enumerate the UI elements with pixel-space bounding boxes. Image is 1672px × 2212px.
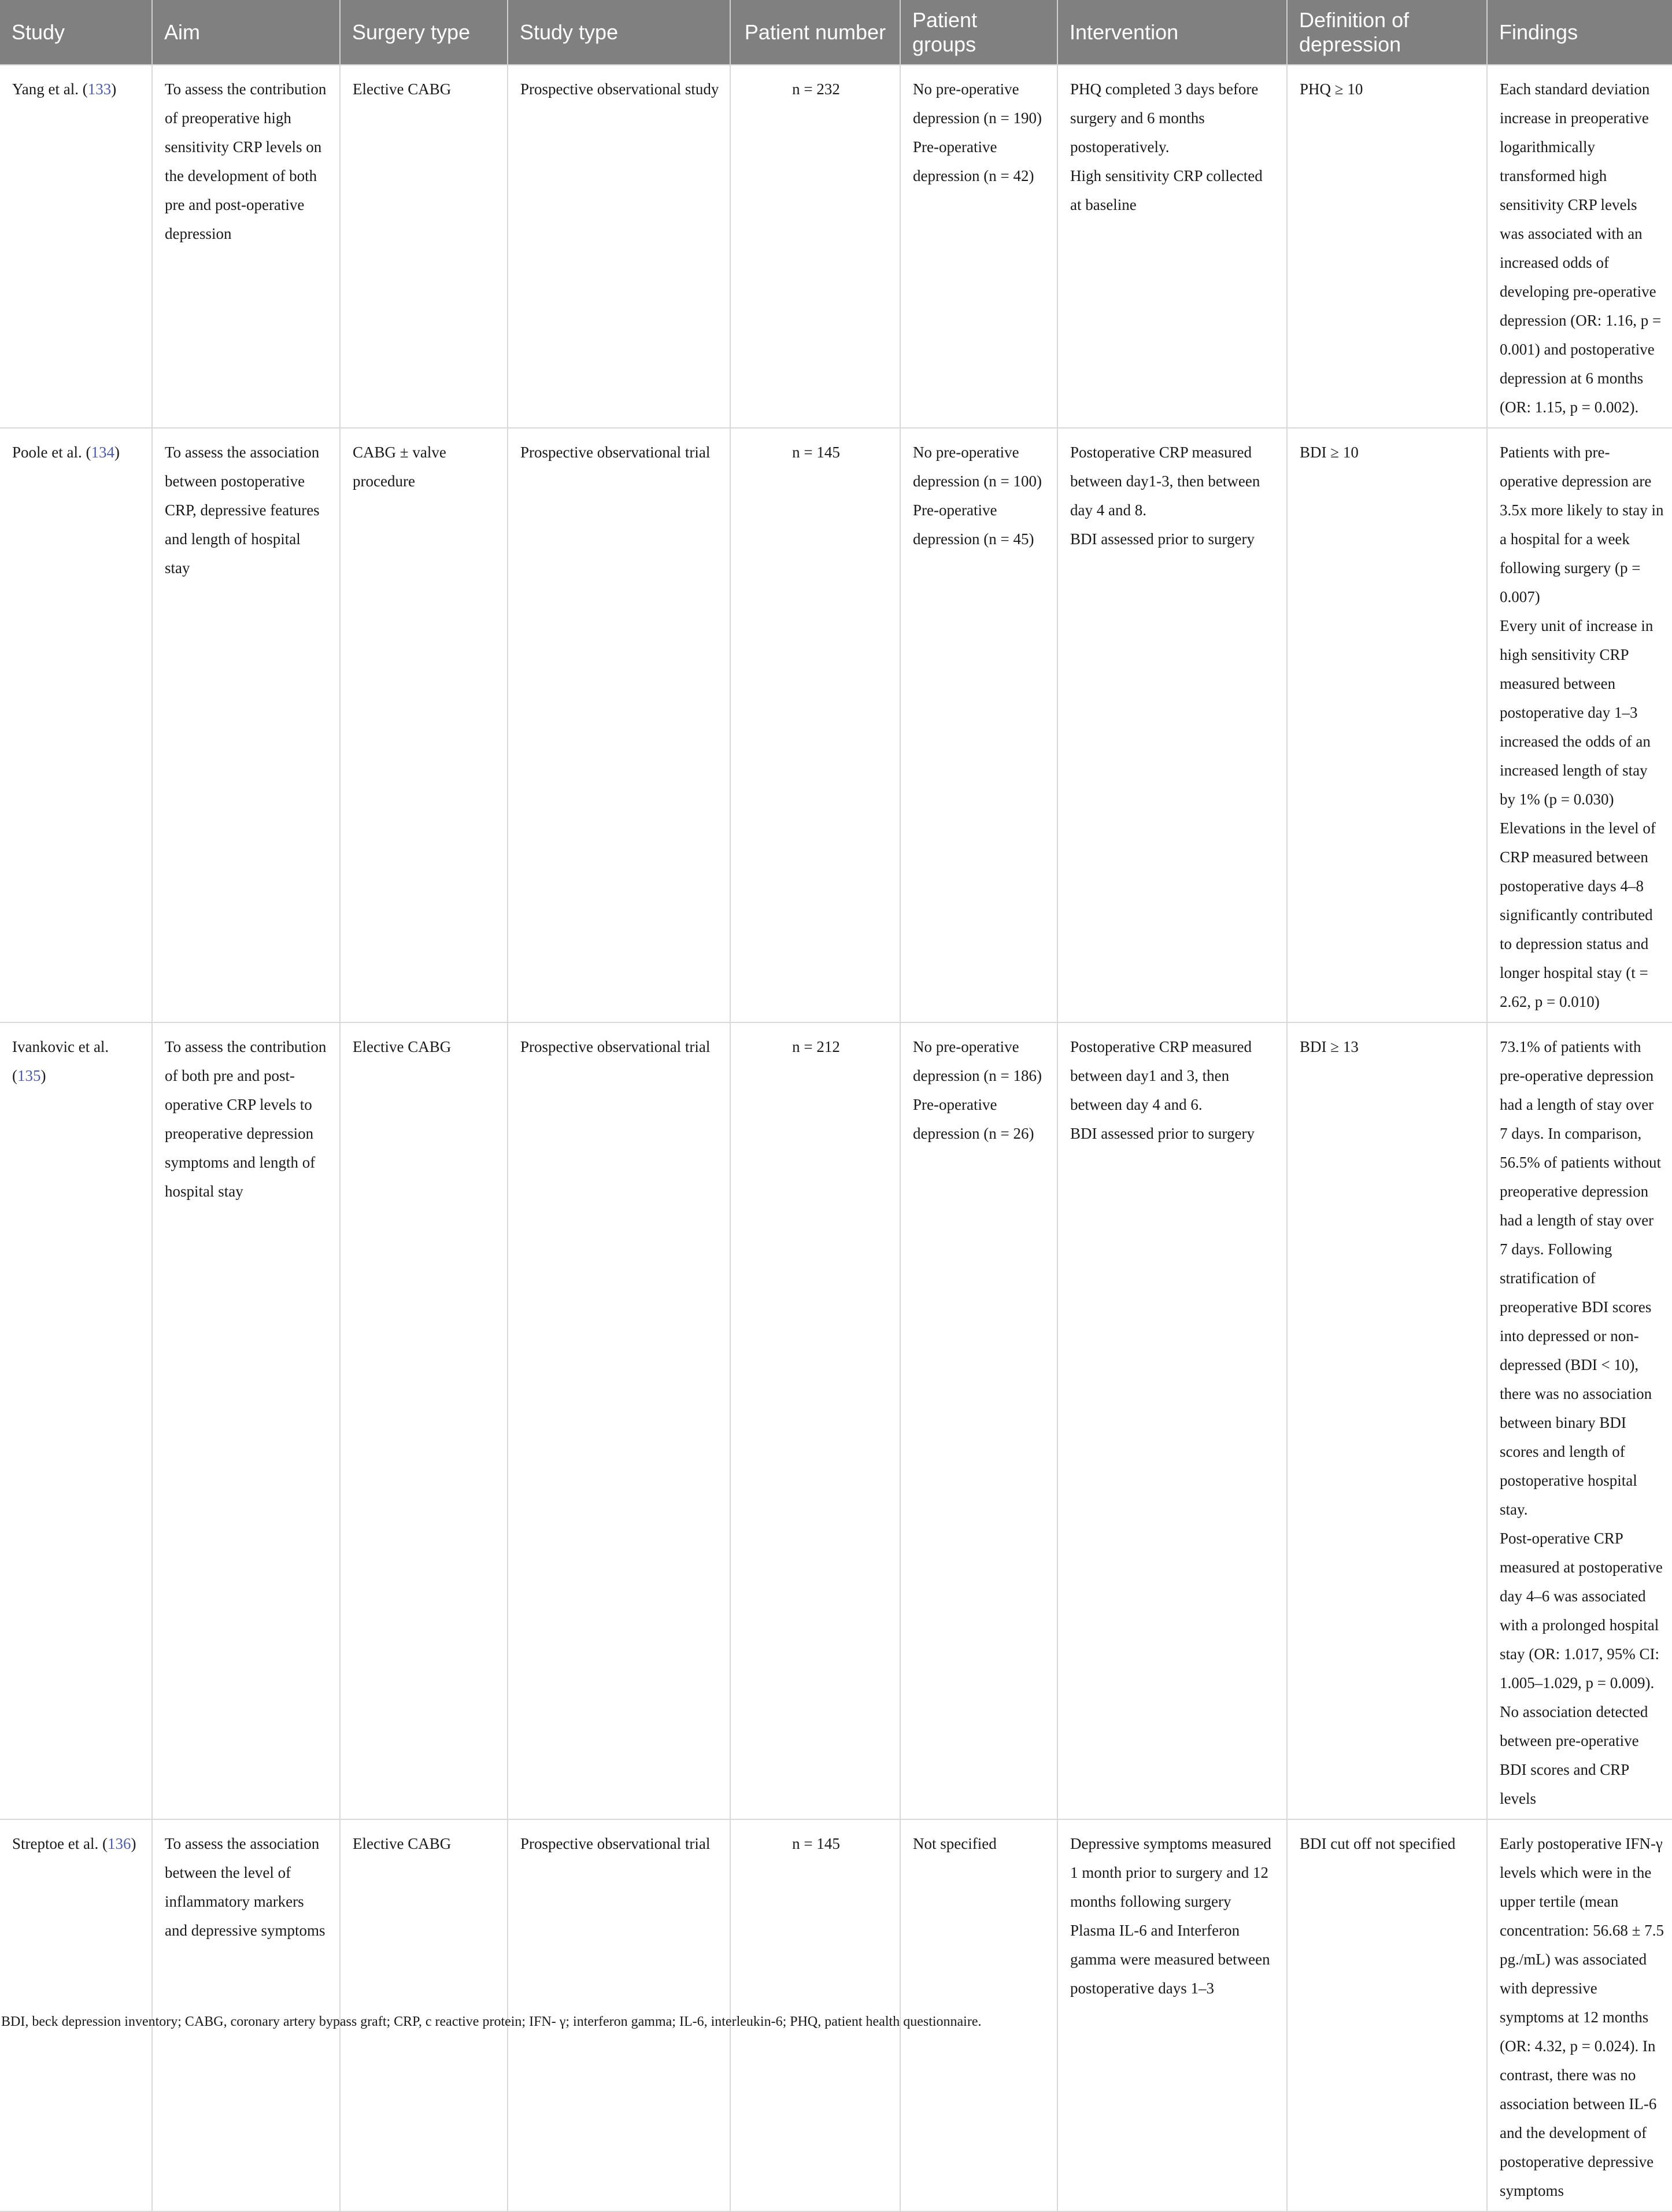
cell-aim: To assess the association between the level of inflammatory markers and depressive symptoms [152,1819,340,2211]
cell-patient-groups: Not specified [900,1819,1057,2211]
table-row [0,428,1672,1022]
study-author: Poole et al. ( [12,444,91,461]
cell-surgery-type: Elective CABG [340,65,508,428]
header-intervention: Intervention [1057,0,1287,65]
cell-aim: To assess the association between postoperative CRP, depressive features and length of hospital stay [152,428,340,1022]
reference-link[interactable]: 136 [107,1835,131,1852]
study-author: Streptoe et al. ( [12,1835,108,1852]
study-author: Ivankovic et al. ( [12,1038,109,1084]
cell-surgery-type: Elective CABG [340,1819,508,2211]
table-row [0,65,1672,428]
cell-aim: To assess the contribution of both pre and post-operative CRP levels to preoperative depression symptoms and length of hospital stay [152,1022,340,1819]
cell-study [0,65,152,428]
cell-study-type: Prospective observational trial [508,428,730,1022]
header-patient-groups: Patient groups [900,0,1057,65]
header-patient-number: Patient number [730,0,900,65]
cell-patient-groups: No pre-operative depression (n = 190) Pre-operative depression (n = 42) [900,65,1057,428]
header-surgery-type: Surgery type [340,0,508,65]
cell-findings: 73.1% of patients with pre-operative depression had a length of stay over 7 days. In comparison, 56.5% of patients without preoperative depression had a length of stay over 7 days. Following stratification of preoperative BDI scores into depressed or non-depressed (BDI < 10), there was no association between binary BDI scores and length of postoperative hospital stay. Post-operative CRP measured at postoperative day 4–6 was associated with a prolonged hospital stay (OR: 1.017, 95% CI: 1.005–1.029, p = 0.009). No association detected between pre-operative BDI scores and CRP levels [1487,1022,1672,1819]
cell-study [0,1022,152,1819]
study-ref-close: ) [111,80,117,98]
table-header-row [0,0,1672,65]
header-definition-of-depression: Definition of depression [1287,0,1487,65]
cell-patient-number: n = 232 [730,65,900,428]
cell-definition: PHQ ≥ 10 [1287,65,1487,428]
reference-link[interactable]: 135 [17,1067,41,1084]
cell-definition: BDI cut off not specified [1287,1819,1487,2211]
header-study: Study [0,0,152,65]
cell-intervention: Depressive symptoms measured 1 month prior to surgery and 12 months following surgery Plasma IL-6 and Interferon gamma were measured between postoperative days 1–3 [1057,1819,1287,2211]
cell-study [0,428,152,1022]
cell-intervention: Postoperative CRP measured between day1 and 3, then between day 4 and 6. BDI assessed prior to surgery [1057,1022,1287,1819]
table-footnote: BDI, beck depression inventory; CABG, coronary artery bypass graft; CRP, c reactive protein; IFN- γ; interferon gamma; IL-6, interleukin-6; PHQ, patient health questionnaire. [1,2014,982,2029]
cell-intervention: Postoperative CRP measured between day1-3, then between day 4 and 8. BDI assessed prior to surgery [1057,428,1287,1022]
cell-findings: Early postoperative IFN-γ levels which were in the upper tertile (mean concentration: 56.68 ± 7.5 pg./mL) was associated with depressive symptoms at 12 months (OR: 4.32, p = 0.024). In contrast, there was no association between IL-6 and the development of postoperative depressive symptoms [1487,1819,1672,2211]
table-row [0,1022,1672,1819]
cell-patient-number: n = 145 [730,1819,900,2211]
cell-study-type: Prospective observational trial [508,1819,730,2211]
header-findings: Findings [1487,0,1672,65]
cell-patient-number: n = 145 [730,428,900,1022]
cell-findings: Each standard deviation increase in preoperative logarithmically transformed high sensitivity CRP levels was associated with an increased odds of developing pre-operative depression (OR: 1.16, p = 0.001) and postoperative depression at 6 months (OR: 1.15, p = 0.002). [1487,65,1672,428]
reference-link[interactable]: 134 [91,444,114,461]
study-ref-close: ) [40,1067,46,1084]
cell-findings: Patients with pre-operative depression are 3.5x more likely to stay in a hospital for a week following surgery (p = 0.007) Every unit of increase in high sensitivity CRP measured between postoperative day 1–3 increased the odds of an increased length of stay by 1% (p = 0.030) Elevations in the level of CRP measured between postoperative days 4–8 significantly contributed to depression status and longer hospital stay (t = 2.62, p = 0.010) [1487,428,1672,1022]
cell-patient-groups: No pre-operative depression (n = 186) Pre-operative depression (n = 26) [900,1022,1057,1819]
study-author: Yang et al. ( [12,80,88,98]
cell-patient-groups: No pre-operative depression (n = 100) Pre-operative depression (n = 45) [900,428,1057,1022]
cell-surgery-type: CABG ± valve procedure [340,428,508,1022]
cell-study-type: Prospective observational trial [508,1022,730,1819]
cell-intervention: PHQ completed 3 days before surgery and 6 months postoperatively. High sensitivity CRP collected at baseline [1057,65,1287,428]
header-aim: Aim [152,0,340,65]
cell-study-type: Prospective observational study [508,65,730,428]
cell-definition: BDI ≥ 10 [1287,428,1487,1022]
header-study-type: Study type [508,0,730,65]
cell-surgery-type: Elective CABG [340,1022,508,1819]
cell-aim: To assess the contribution of preoperative high sensitivity CRP levels on the development of both pre and post-operative depression [152,65,340,428]
reference-link[interactable]: 133 [87,80,112,98]
study-ref-close: ) [114,444,120,461]
cell-patient-number: n = 212 [730,1022,900,1819]
study-ref-close: ) [131,1835,136,1852]
cell-definition: BDI ≥ 13 [1287,1022,1487,1819]
